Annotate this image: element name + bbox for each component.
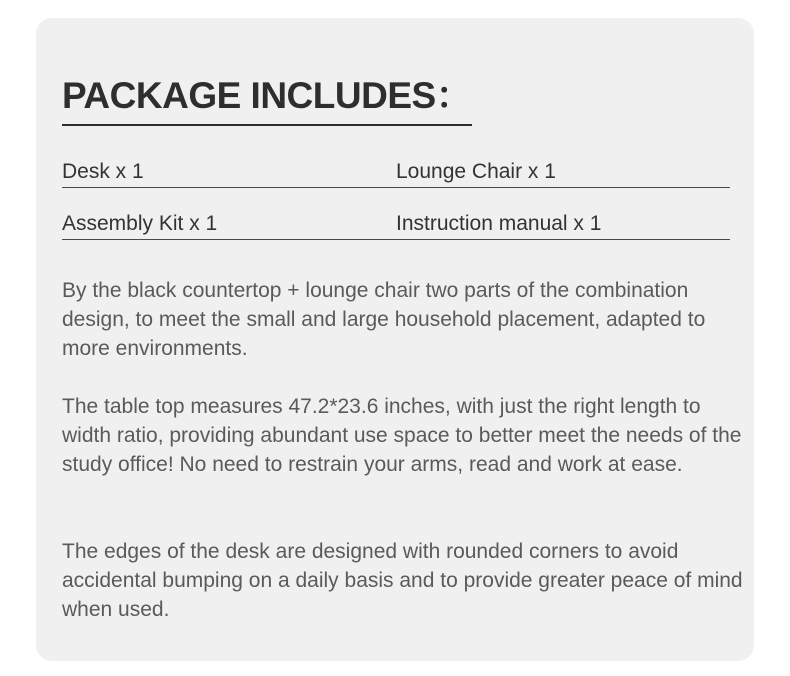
description-paragraph-combination: By the black countertop + lounge chair two parts of the combination design, to meet the small and large household placement, adapted to more environments. [62,279,706,360]
description-paragraph-dimensions: The table top measures 47.2*23.6 inches, with just the right length to width ratio, providing abundant use space to better meet the needs of the study office! No need to restrain your arms, read and work at ease. [62,395,742,476]
package-items-row [62,158,730,210]
package-heading: PACKAGE INCLUDES： [62,74,472,126]
package-item-instruction-manual: Instruction manual x 1 [396,210,730,240]
package-items-list [62,158,730,262]
package-card [36,18,754,661]
package-item-desk: Desk x 1 [62,158,396,188]
package-items-row [62,210,730,262]
heading-wrap [62,74,472,126]
description-paragraph-rounded-corners: The edges of the desk are designed with rounded corners to avoid accidental bumping on a daily basis and to provide greater peace of mind when used. [62,540,743,621]
package-item-lounge-chair: Lounge Chair x 1 [396,158,730,188]
package-item-assembly-kit: Assembly Kit x 1 [62,210,396,240]
